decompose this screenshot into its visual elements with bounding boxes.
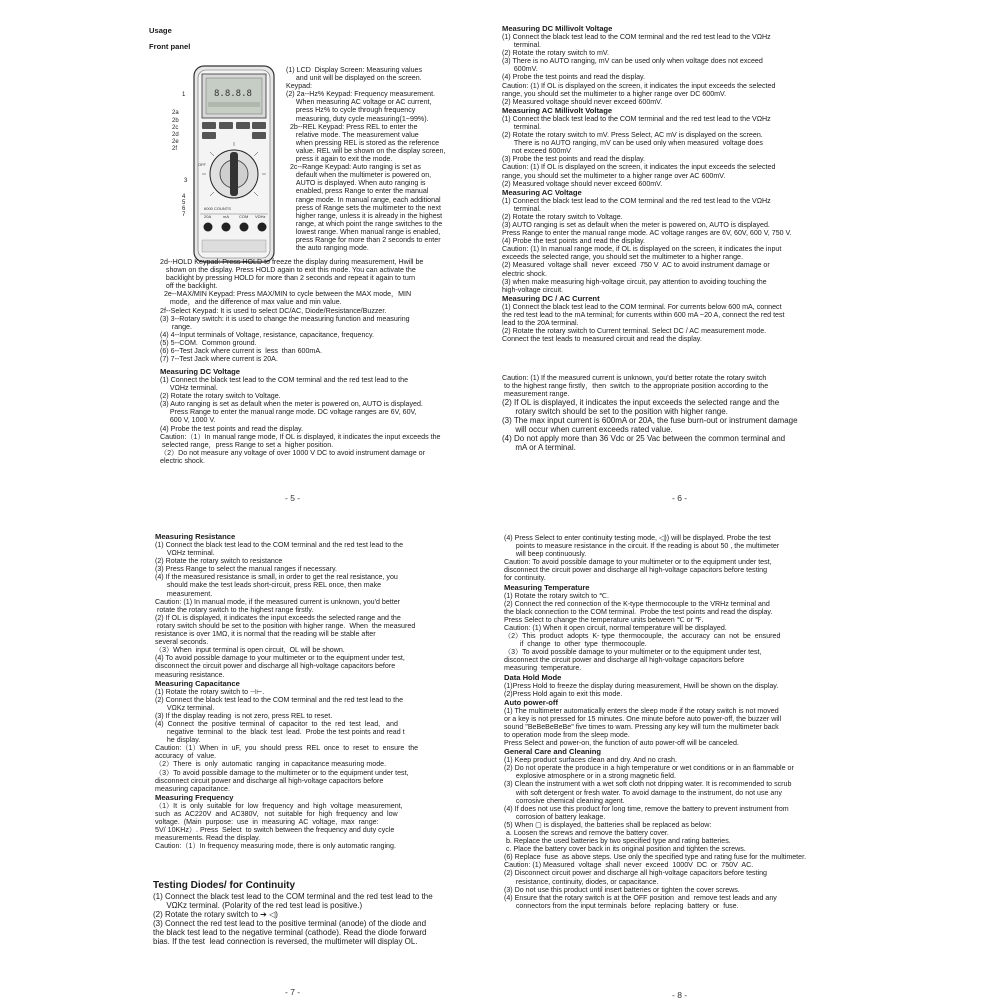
usage-heading: Usage <box>149 26 172 35</box>
page-number-8: - 8 - <box>672 990 688 1000</box>
device-callout-labels: 1 2a 2b 2c 2d 2e 2f 3 4 5 6 7 <box>172 92 188 218</box>
page-number-6: - 6 - <box>672 493 688 503</box>
temperature-hold-autopoweroff-care-section: (4) Press Select to enter continuity testing mode, ◁)) will be displayed. Probe the test points to measure resistance in the circuit. If the reading is about 50 , the multimeter will beep continuously. Caution: To avoid possible damage to your multimeter or to the equipment under test, disconnect the circuit power and discharge all high-voltage capacitors before testing for continuity. Measuring Temperature (1) Rotate the rotary switch to ℃. (2) Connect the red connection of the K-type thermocouple to the VRHz terminal and the black connection to the COM terminal. Probe the test points and read the display. Press Select to change the temperature units between ℃ or ℉. Caution: (1) When it open circuit, normal temperature will be displayed. （2）This product adopts K- type thermocouple, the accuracy can not be ensured if change to other type thermocouple. （3）To avoid possible damage to your multimeter or to the equipment under test, disconnect the circuit power and discharge all high-voltage capacitors before measuring temperature. Data Hold Mode (1)Press Hold to freeze the display during measurement, Hwill be shown on the display. (2)Press Hold again to exit this mode. Auto power-off (1) The multimeter automatically enters the sleep mode if the rotary switch is not moved or a key is not pressed for 15 minutes. One minute before auto power-off, the buzzer will sound "BeBeBeBeBe" five times to warn. Pressing any key will turn the multimeter back to operation mode from the sleep mode. Press Select and power-on, the function of auto power-off will be canceled. General Care and Cleaning (1) Keep product surfaces clean and dry. And no crash. (2) Do not operate the produce in a high temperature or wet conditions or in an flammable or explosive atmosphere or in a strong magnetic field. (3) Clean the instrument with a wet soft cloth not dripping water. It is recommended to scrub with soft detergent or fresh water. To avoid damage to the instrument, do not use any corrosive chemical cleaning agent. (4) If does not use this product for long time, remove the battery to prevent instrument from corrosion of battery leakage. (5) When ▢ is displayed, the batteries shall be replaced as below: a. Loosen the screws and remove the battery cover. b. Replace the used batteries by two specified type and rating batteries. c. Place the battery cover back in its original position and tighten the screws. (6) Replace fuse as above steps. Use only the specified type and rating fuse for the multimeter. Caution: (1) Measured voltage shall never exceed 1000V DC or 750V AC. (2) Disconnect circuit power and discharge all high-voltage capacitors before testing resistance, continuity, diodes, or capacitance. (3) Do not use this product until insert batteries or tighten the cover screws. (4) Ensure that the rotary switch is at the OFF position and remove test leads and any connectors from the input terminals before replacing battery or fuse. <box>504 534 807 910</box>
dc-voltage-section: Measuring DC Voltage (1) Connect the black test lead to the COM terminal and the red test lead to the VΩHz terminal. (2) Rotate the rotary switch to Voltage. (3) Auto ranging is set as default when the meter is powered on, AUTO is displayed. Press Range to enter the manual range mode. DC voltage ranges are 6V, 60V, 600 V, 1000 V. (4) Probe the test points and read the display. Caution:（1）In manual range mode, If OL is displayed, it indicates the input exceeds the selected range，press Range to set a higher position. （2）Do not measure any voltage of over 1000 V DC to avoid instrument damage or electric shock. <box>160 367 492 472</box>
current-caution-section: Caution: (1) If the measured current is unknown, you'd better rotate the rotary switch to the highest range firstly，then switch to the appropriate position according to the measurement range. (2) If OL is displayed, it indicates the input exceeds the selected range and the rotary switch should be set to the position with higher range. (3) The max input current is 600mA or 20A, the fuse burn-out or instrument damage will occur when current exceeds rated value. (4) Do not apply more than 36 Vdc or 25 Vac between the common terminal and mA or A terminal. <box>502 374 798 453</box>
dc-voltage-heading: Measuring DC Voltage <box>160 367 241 376</box>
svg-text:6000 COUNTS: 6000 COUNTS <box>204 206 231 211</box>
svg-text:20A: 20A <box>204 214 212 219</box>
diode-continuity-section: Testing Diodes/ for Continuity (1) Connect the black test lead to the COM terminal and the red test lead to the VΩKz terminal. (Polarity of the red test lead is positive.) (2) Rotate the rotary switch to ➔ ◁) (3) Connect the red test lead to the positive terminal (anode) of the diode and the black test lead to the negative terminal (cathode). Read the diode forward bias. If the test lead connection is reversed, the multimeter will display OL. <box>153 880 463 950</box>
multimeter-front-panel-diagram <box>188 64 276 264</box>
svg-text:COM: COM <box>239 214 249 219</box>
svg-text:mA: mA <box>223 214 229 219</box>
diode-heading: Testing Diodes/ for Continuity <box>153 880 296 891</box>
svg-text:OFF: OFF <box>198 162 206 167</box>
page-number-7: - 7 - <box>285 987 301 997</box>
front-panel-heading: Front panel <box>149 42 191 51</box>
svg-text:8.8.8.8: 8.8.8.8 <box>214 89 252 99</box>
page-number-5: - 5 - <box>285 493 301 503</box>
keypad-description: (1) LCD Display Screen: Measuring values and unit will be displayed on the screen. Keypad: (2) 2a--Hz% Keypad: Frequency measurement. When measuring AC voltage or AC current, press Hz% to cycle through frequency measuring, duty cycle measuring(1~99%). 2b--REL Keypad: Press REL to enter the relative mode. The measurement value when pressing REL is stored as the reference value. REL will be shown on the display screen, press it again to exit the mode. 2c--Range Keypad: Auto ranging is set as default when the multimeter is powered on, AUTO is displayed. When auto ranging is enabled, press Range to enter the manual range mode. In manual range, each additional press of Range sets the multimeter to the next higher range, unless it is already in the highest range, at which point the range switches to the lowest range. When manual range is enabled, press Range for more than 2 seconds to enter the auto ranging mode. <box>286 66 446 253</box>
svg-text:VΩHz: VΩHz <box>255 214 266 219</box>
resistance-capacitance-frequency-section: Measuring Resistance (1) Connect the black test lead to the COM terminal and the red test lead to the VΩHz terminal. (2) Rotate the rotary switch to resistance (3) Press Range to select the manual ranges if necessary. (4) If the measured resistance is small, in order to get the real resistance, you should make the test leads short-circuit, press REL once, then make measurement. Caution: (1) In manual mode, if the measured current is unknown, you'd better rotate the rotary switch to the highest range firstly. (2) If OL is displayed, it indicates the input exceeds the selected range and the rotary switch should be set to the position with higher range. When the measured resistance is over 1MΩ, it is normal that the reading will be stable after several seconds. （3）When input terminal is open circuit, OL will be shown. (4) To avoid possible damage to your multimeter or to the equipment under test, disconnect the circuit power and discharge all high-voltage capacitors before measuring resistance. Measuring Capacitance (1) Rotate the rotary switch to ⊣⊢. (2) Connect the black test lead to the COM terminal and the red test lead to the VΩKz terminal. (3) If the display reading is not zero, press REL to reset. (4) Connect the positive terminal of capacitor to the red test lead, and negative terminal to the black test lead. Probe the test points and read t he display. Caution:（1）When in uF, you should press REL once to reset to ensure the accuracy of value. （2）There is only automatic ranging in capacitance measuring mode. （3）To avoid possible damage to the multimeter or to the equipment under test, disconnect circuit power and discharge all high-voltage capacitors before measuring capacitance. Measuring Frequency （1）It is only suitable for low frequency and high voltage measurement, such as AC220V and AC380V, not suitable for high frequency and low voltage. (Main purpose: use in measuring AC voltage, max range: 5V/ 10KHz）. Press Select to switch between the frequency and duty cycle measurements. Read the display. Caution:（1）In frequency measuring mode, there is only automatic ranging. <box>155 532 419 851</box>
keypad-and-terminal-list: 2d--HOLD Keypad: Press HOLD to freeze the display during measurement, Hwill be shown on the display. Press HOLD again to exit this mode. You can activate the backlight by pressing HOLD for more than 2 seconds and repeat it again to turn off the backlight. 2e--MAX/MIN Keypad: Press MAX/MIN to cycle between the MAX mode，MIN mode，and the difference of max value and min value. 2f--Select Keypad: It is used to select DC/AC, Diode/Resistance/Buzzer. (3) 3--Rotary switch: it is used to change the measuring function and measuring range. (4) 4--Input terminals of Voltage, resistance, capacitance, frequency. (5) 5--COM. Common ground. (6) 6--Test Jack where current is less than 600mA. (7) 7--Test Jack where current is 20A. <box>160 258 424 364</box>
millivolt-ac-current-section: Measuring DC Millivolt Voltage (1) Connect the black test lead to the COM terminal and the red test lead to the VΩHz terminal. (2) Rotate the rotary switch to mV. (3) There is no AUTO ranging, mV can be used only when voltage does not exceed 600mV. (4) Probe the test points and read the display. Caution: (1) If OL is displayed on the screen, it indicates the input exceeds the selected range, you should set the multimeter to a higher range over DC 600mV. (2) Measured voltage should never exceed 600mV. Measuring AC Millivolt Voltage (1) Connect the black test lead to the COM terminal and the red test lead to the VΩHz terminal. (2) Rotate the rotary switch to mV. Press Select, AC mV is displayed on the screen. There is no AUTO ranging, mV can be used only when measured voltage does not exceed 600mV (3) Probe the test points and read the display. Caution: (1) If OL is displayed on the screen, it indicates the input exceeds the selected range, you should set the multimeter to a higher range over AC 600mV. (2) Measured voltage should never exceed 600mV. Measuring AC Voltage (1) Connect the black test lead to the COM terminal and the red test lead to the VΩHz terminal. (2) Rotate the rotary switch to Voltage. (3) AUTO ranging is set as default when the meter is powered on, AUTO is displayed. Press Range to enter the manual range mode. AC voltage ranges are 6V, 60V, 600 V, 750 V. (4) Probe the test points and read the display. Caution: (1) In manual range mode, if OL is displayed on the screen, it indicates the input exceeds the selected range, you should set the multimeter to a higher range. (2) Measured voltage shall never exceed 750 V AC to avoid instrument damage or electric shock. (3) when make measuring high-voltage circuit, pay attention to avoiding touching the high-voltage circuit. Measuring DC / AC Current (1) Connect the black test lead to the COM terminal. For currents below 600 mA, connect the red test lead to the mA terminal; for currents within 600 mA ~20 A, connect the red test lead to the 20A terminal. (2) Rotate the rotary switch to Current terminal. Select DC / AC measurement mode. Connect the test leads to measured circuit and read the display. <box>502 24 792 344</box>
